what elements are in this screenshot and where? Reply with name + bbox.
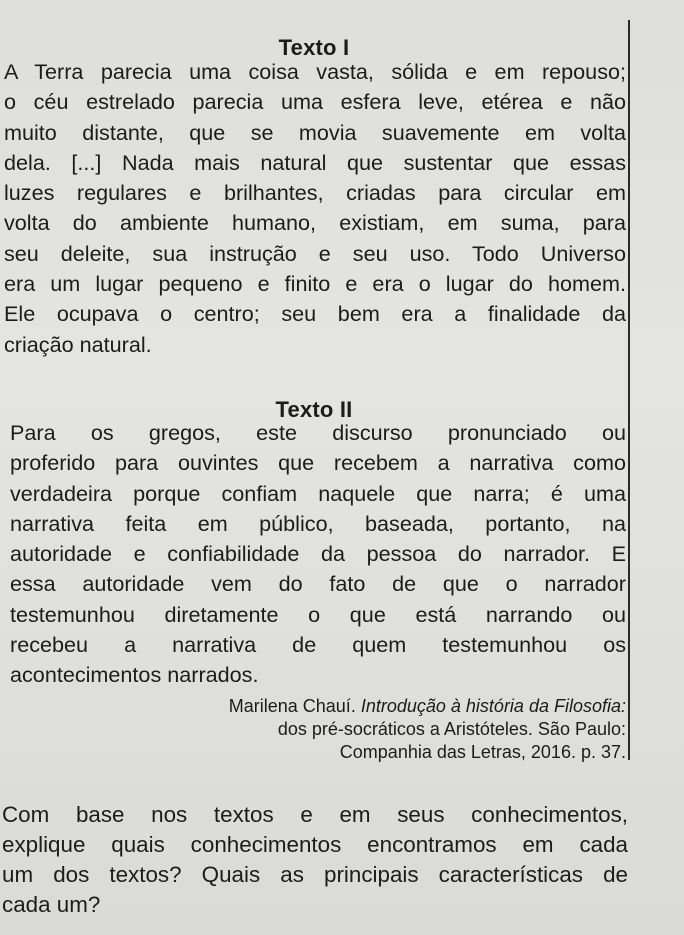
show-through-text (250, 0, 256, 23)
question-line: um dos textos? Quais as principais características de (2, 862, 628, 887)
texto-1-line: A Terra parecia uma coisa vasta, sólida e em repouso; (4, 59, 626, 84)
question-line: explique quais conhecimentos encontramos em cada (2, 832, 628, 857)
texto-2-paragraph (10, 418, 626, 691)
texto-1-line: volta do ambiente humano, existiam, em suma, para (4, 210, 626, 236)
texto-2-line: Para os gregos, este discurso pronunciado ou (10, 420, 626, 445)
texto-2-line: testemunhou diretamente o que está narrando ou (10, 601, 626, 627)
texto-2-title: Texto II (275, 397, 353, 422)
citation-book-title: Introdução à história da Filosofia: (360, 696, 626, 716)
texto-2-line: narrativa feita em público, baseada, portanto, na (10, 510, 626, 536)
question-line: Com base nos textos e em seus conhecimentos, (2, 802, 628, 827)
citation-line-2: dos pré-socráticos a Aristóteles. São Paulo: (277, 719, 626, 739)
texto-2-line: acontecimentos narrados. (10, 662, 259, 688)
citation-line-3: Companhia das Letras, 2016. p. 37. (339, 742, 626, 762)
question-prompt (2, 800, 628, 920)
texto-2-line: proferido para ouvintes que recebem a narrativa como (10, 450, 626, 476)
texto-1-line: o céu estrelado parecia uma esfera leve, etérea e não (4, 89, 626, 115)
citation-line-1 (146, 695, 626, 718)
texto-1-line: dela. [...] Nada mais natural que sustentar que essas (4, 149, 626, 175)
texto-1-line: seu deleite, sua instrução e seu uso. Todo Universo (4, 240, 626, 266)
texto-1-line: luzes regulares e brilhantes, criadas para circular em (4, 180, 626, 206)
texto-2-line: autoridade e confiabilidade da pessoa do narrador. E (10, 541, 626, 567)
texto-2-line: essa autoridade vem do fato de que o narrador (10, 571, 626, 597)
texto-1-title: Texto I (278, 35, 350, 60)
texto-1-paragraph (4, 57, 626, 360)
texto-1-line: era um lugar pequeno e finito e era o lugar do homem. (4, 271, 626, 297)
texto-2-line: recebeu a narrativa de quem testemunhou os (10, 632, 626, 658)
texto-1-line: Ele ocupava o centro; seu bem era a finalidade da (4, 301, 626, 327)
column-rule (628, 20, 630, 760)
question-line: cada um? (2, 892, 101, 917)
source-citation (146, 695, 626, 764)
citation-author: Marilena Chauí. (228, 696, 356, 716)
texto-2-line: verdadeira porque confiam naquele que narra; é uma (10, 480, 626, 506)
texto-1-line: criação natural. (4, 331, 152, 357)
texto-1-line: muito distante, que se movia suavemente em volta (4, 119, 626, 145)
